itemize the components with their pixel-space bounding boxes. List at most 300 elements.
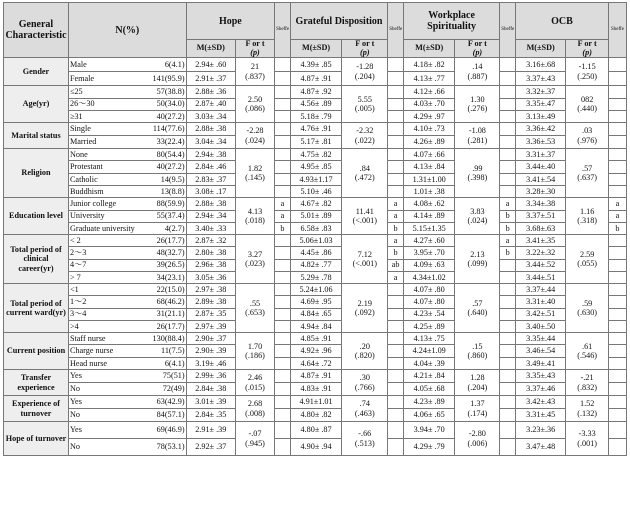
sheffe-group [500,72,516,86]
p-value: (.766) [354,382,375,392]
mean-sd: 3.36±.53 [515,136,565,149]
sheffe-group [608,409,626,422]
mean-sd: 2.90± .37 [186,333,235,345]
characteristics-table [3,2,627,456]
test-statistic-value: .03 [582,126,593,136]
header-f-or-t-label: F or t [245,39,265,48]
category-label: 4～7 [68,259,142,271]
sheffe-group [388,370,404,383]
test-stat [342,370,388,396]
sheffe-group [275,185,291,197]
mean-sd: 2.87± .40 [186,98,235,110]
mean-sd: 3.68±.63 [515,222,565,234]
p-value: (.398) [467,173,488,183]
table-row [4,357,627,369]
test-stat [455,149,500,198]
mean-sd: 4.39± .85 [290,58,342,72]
p-value: (<.001) [352,259,377,269]
sheffe-group [608,86,626,98]
p-value: (.023) [245,259,265,269]
mean-sd: 2.83± .37 [186,173,235,185]
test-stat [455,284,500,333]
n-percent: 48(32.7) [142,247,186,259]
mean-sd: 2.94± .34 [186,210,235,222]
sheffe-group [608,247,626,259]
test-statistic-value: 1.28 [470,373,485,383]
sheffe-group [500,333,516,345]
p-value: (.945) [245,438,265,448]
mean-sd: 1.31±1.00 [403,173,455,185]
sheffe-group: a [275,210,291,222]
mean-sd: 4.08± .62 [403,198,455,210]
n-percent: 69(46.9) [142,422,186,439]
n-percent: 14(9.5) [142,173,186,185]
test-statistic-value: 1.30 [470,94,485,104]
test-stat [342,123,388,149]
mean-sd: 3.23±.36 [515,422,565,439]
p-value: (.837) [245,71,265,81]
mean-sd: 4.29± .79 [403,439,455,456]
sheffe-group [388,439,404,456]
table-row [4,173,627,185]
mean-sd: 6.58± .83 [290,222,342,234]
mean-sd: 3.05± .36 [186,271,235,283]
table-row [4,161,627,173]
sheffe-group: a [388,198,404,210]
test-statistic-value: 2.46 [247,373,263,383]
test-statistic-value: -2.28 [246,126,264,136]
test-stat [235,235,274,284]
sheffe-group: b [500,247,516,259]
mean-sd: 3.35±.43 [515,370,565,383]
sheffe-group [500,173,516,185]
test-stat [566,333,609,370]
table-row [4,271,627,283]
p-value: (.546) [577,351,598,361]
test-statistic-value: .30 [359,373,370,383]
mean-sd: 5.17± .81 [290,136,342,149]
sheffe-group [608,370,626,383]
test-stat [235,86,274,123]
sheffe-group [500,409,516,422]
n-percent: 55(37.4) [142,210,186,222]
test-statistic-value: -1.08 [468,126,486,136]
mean-sd: 4.26± .89 [403,136,455,149]
sheffe-group: b [388,222,404,234]
test-statistic-value: 5.55 [357,94,372,104]
n-percent: 75(51) [142,370,186,383]
test-statistic-value: -1.15 [578,62,596,72]
sheffe-group [275,409,291,422]
table-row [4,123,627,136]
header-f-or-t-3 [566,40,609,58]
test-statistic-value: 2.68 [247,399,263,409]
category-label: Charge nurse [68,345,142,357]
mean-sd: 3.22±.32 [515,247,565,259]
mean-sd: 3.31±.45 [515,409,565,422]
sheffe-group [500,110,516,122]
sheffe-group [608,98,626,110]
mean-sd: 2.84± .38 [186,383,235,396]
mean-sd: 4.90± .94 [290,439,342,456]
group-label: Total period of current ward(yr) [4,284,69,333]
sheffe-group [608,320,626,332]
test-statistic-value: .55 [249,298,261,308]
n-percent: 22(15.0) [142,284,186,296]
mean-sd: 4.13± .77 [403,72,455,86]
mean-sd: 3.32±.37 [515,86,565,98]
p-value: (.186) [245,351,265,361]
test-statistic-value: .57 [472,298,483,308]
sheffe-group [275,357,291,369]
mean-sd: 3.47±.48 [515,439,565,456]
mean-sd: 4.87± .91 [290,72,342,86]
mean-sd: 2.89± .38 [186,296,235,308]
mean-sd: 1.01± .38 [403,185,455,197]
group-label: Experience of turnover [4,396,69,422]
category-label: 26～30 [68,98,142,110]
p-value: (.463) [354,408,375,418]
mean-sd: 2.88± .38 [186,198,235,210]
n-percent: 11(7.5) [142,345,186,357]
mean-sd: 4.83± .91 [290,383,342,396]
header-f-or-t-0 [235,40,274,58]
sheffe-group [500,284,516,296]
mean-sd: 3.46±.54 [515,345,565,357]
table-row [4,345,627,357]
p-value: (.637) [577,173,598,183]
sheffe-group [275,86,291,98]
test-stat [566,235,609,284]
sheffe-group: b [388,247,404,259]
category-label: 3～4 [68,308,142,320]
sheffe-group [500,161,516,173]
mean-sd: 4.25± .89 [403,320,455,332]
test-statistic-value: -2.80 [468,429,486,439]
mean-sd: 4.04± .39 [403,357,455,369]
sheffe-group [608,383,626,396]
sheffe-group [500,58,516,72]
category-label: No [68,439,142,456]
sheffe-group [608,439,626,456]
sheffe-group: a [388,210,404,222]
sheffe-group: a [608,198,626,210]
mean-sd: 3.40± .33 [186,222,235,234]
category-label: Yes [68,422,142,439]
table-row [4,284,627,296]
table-row [4,259,627,271]
sheffe-group: ab [388,259,404,271]
p-value: (.250) [577,71,598,81]
test-stat [235,370,274,396]
mean-sd: 3.41±.35 [515,235,565,247]
sheffe-group [275,422,291,439]
sheffe-group [275,333,291,345]
group-label: Marital status [4,123,69,149]
test-stat [566,198,609,235]
mean-sd: 3.94± .70 [403,422,455,439]
test-statistic-value: .84 [359,163,370,173]
sheffe-group [500,320,516,332]
sheffe-group: a [500,198,516,210]
sheffe-group: a [608,210,626,222]
test-statistic-value: 7.12 [357,249,372,259]
header-msd-3: M(±SD) [515,40,565,58]
test-stat [235,396,274,422]
test-statistic-value: .20 [359,341,370,351]
mean-sd: 3.08± .17 [186,185,235,197]
sheffe-group [500,136,516,149]
header-grateful: Grateful Disposition [290,3,387,40]
mean-sd: 4.14± .89 [403,210,455,222]
p-value: (.086) [245,104,265,114]
sheffe-group [275,235,291,247]
test-stat [566,370,609,396]
n-percent: 72(49) [142,383,186,396]
mean-sd: 4.05± .68 [403,383,455,396]
test-statistic-value: .14 [472,62,483,72]
mean-sd: 4.07± .80 [403,296,455,308]
sheffe-group [275,271,291,283]
table-row [4,296,627,308]
mean-sd: 4.34±1.02 [403,271,455,283]
sheffe-group [388,98,404,110]
sheffe-group [608,357,626,369]
category-label: University [68,210,142,222]
sheffe-group [275,123,291,136]
table-row [4,185,627,197]
mean-sd: 2.80± .38 [186,247,235,259]
mean-sd: 3.19± .46 [186,357,235,369]
test-stat [342,86,388,123]
mean-sd: 4.67± .82 [290,198,342,210]
sheffe-group [500,86,516,98]
sheffe-group: b [500,210,516,222]
mean-sd: 2.87± .35 [186,308,235,320]
p-value: (.018) [245,216,265,226]
sheffe-group [388,123,404,136]
p-value: (.318) [577,216,598,226]
sheffe-group [388,383,404,396]
test-statistic-value: .61 [582,341,593,351]
sheffe-group [275,72,291,86]
mean-sd: 2.88± .36 [186,86,235,98]
test-stat [566,58,609,86]
table-row [4,235,627,247]
group-label: Total period of clinical career(yr) [4,235,69,284]
mean-sd: 3.34±.38 [515,198,565,210]
sheffe-group [388,161,404,173]
mean-sd: 3.37±.43 [515,72,565,86]
mean-sd: 4.87± .92 [290,86,342,98]
sheffe-group [275,136,291,149]
mean-sd: 4.07± .80 [403,284,455,296]
sheffe-group [388,72,404,86]
sheffe-group [500,370,516,383]
p-value: (<.001) [352,216,377,226]
header-sheffe-ocb: Sheffe [608,3,626,58]
category-label: Junior college [68,198,142,210]
test-stat [566,422,609,456]
test-stat [342,284,388,333]
test-statistic-value: 3.27 [247,249,263,259]
category-label: Protestant [68,161,142,173]
table-row [4,222,627,234]
category-label: No [68,383,142,396]
test-stat [235,198,274,235]
mean-sd: 3.13±.49 [515,110,565,122]
mean-sd: 4.13± .75 [403,333,455,345]
table-body [4,58,627,456]
category-label: Married [68,136,142,149]
mean-sd: 3.35±.47 [515,98,565,110]
test-stat [235,58,274,86]
p-value: (.006) [467,438,488,448]
test-statistic-value: -2.32 [356,126,374,136]
mean-sd: 5.18± .79 [290,110,342,122]
sheffe-group [388,58,404,72]
category-label: Head nurse [68,357,142,369]
sheffe-group [500,396,516,409]
test-statistic-value: -1.28 [356,62,374,72]
mean-sd: 4.24±1.09 [403,345,455,357]
table-row [4,136,627,149]
mean-sd: 3.35±.44 [515,333,565,345]
group-label: Age(yr) [4,86,69,123]
n-percent: 130(88.4) [142,333,186,345]
p-value: (.145) [245,173,265,183]
mean-sd: 4.85± .91 [290,333,342,345]
test-statistic-value: 11.41 [355,206,374,216]
test-stat [342,422,388,456]
sheffe-group [608,161,626,173]
category-label: Male [68,58,142,72]
test-statistic-value: .74 [359,399,370,409]
mean-sd: 4.76± .91 [290,123,342,136]
test-statistic-value: 1.16 [579,206,595,216]
mean-sd: 4.10± .73 [403,123,455,136]
sheffe-group [608,149,626,161]
test-stat [342,198,388,235]
mean-sd: 4.23± .89 [403,396,455,409]
sheffe-group [500,308,516,320]
sheffe-group [275,247,291,259]
sheffe-group [608,173,626,185]
p-value: (.653) [245,308,265,318]
mean-sd: 2.91± .39 [186,422,235,439]
test-stat [566,396,609,422]
sheffe-group [500,185,516,197]
category-label: 2～3 [68,247,142,259]
sheffe-group [275,439,291,456]
category-label: None [68,149,142,161]
mean-sd: 3.37±.51 [515,210,565,222]
p-value: (.005) [354,104,375,114]
group-label: Current position [4,333,69,370]
sheffe-group [500,357,516,369]
p-value: (.513) [354,438,375,448]
test-statistic-value: 21 [250,62,260,72]
n-percent: 26(17.7) [142,235,186,247]
test-statistic-value: -.66 [358,429,372,439]
test-statistic-value: 1.52 [579,399,595,409]
test-stat [455,422,500,456]
mean-sd: 2.87± .32 [186,235,235,247]
n-percent: 6(4.1) [142,357,186,369]
table-row [4,409,627,422]
sheffe-group [500,422,516,439]
p-value: (.022) [354,135,375,145]
group-label: Education level [4,198,69,235]
sheffe-group [500,271,516,283]
p-value: (.132) [577,408,598,418]
category-label: Yes [68,370,142,383]
test-statistic-value: 4.13 [247,206,263,216]
test-stat [566,284,609,333]
p-value: (.015) [245,382,265,392]
test-stat [455,86,500,123]
category-label: ≥31 [68,110,142,122]
sheffe-group [388,320,404,332]
sheffe-group [388,110,404,122]
n-percent: 80(54.4) [142,149,186,161]
category-label: >4 [68,320,142,332]
test-statistic-value: -.07 [248,429,262,439]
test-stat [455,333,500,370]
category-label: No [68,409,142,422]
category-label: <1 [68,284,142,296]
test-statistic-value: 2.19 [357,298,372,308]
n-percent: 33(22.4) [142,136,186,149]
table-row [4,86,627,98]
mean-sd: 4.84± .65 [290,308,342,320]
category-label: < 2 [68,235,142,247]
sheffe-group [275,370,291,383]
category-label: > 7 [68,271,142,283]
sheffe-group [275,320,291,332]
sheffe-group [275,149,291,161]
p-value: (.472) [354,173,375,183]
n-percent: 4(2.7) [142,222,186,234]
sheffe-group [608,271,626,283]
sheffe-group [388,409,404,422]
header-msd-1: M(±SD) [290,40,342,58]
mean-sd: 4.95± .85 [290,161,342,173]
test-stat [455,58,500,86]
n-percent: 13(8.8) [142,185,186,197]
mean-sd: 3.31±.40 [515,296,565,308]
group-label: Gender [4,58,69,86]
table-row [4,110,627,122]
p-value: (.001) [577,438,598,448]
mean-sd: 2.97± .38 [186,284,235,296]
table-row [4,370,627,383]
header-spirituality: Workplace Spirituality [403,3,499,40]
sheffe-group [275,284,291,296]
sheffe-group: b [275,222,291,234]
mean-sd: 4.09± .63 [403,259,455,271]
test-stat [342,58,388,86]
mean-sd: 3.42±.51 [515,308,565,320]
sheffe-group: b [608,222,626,234]
sheffe-group [388,396,404,409]
n-percent: 68(46.2) [142,296,186,308]
header-ocb: OCB [515,3,608,40]
p-value: (.832) [577,382,598,392]
test-statistic-value: 3.83 [470,206,485,216]
p-value: (.281) [467,135,488,145]
sheffe-group [608,284,626,296]
